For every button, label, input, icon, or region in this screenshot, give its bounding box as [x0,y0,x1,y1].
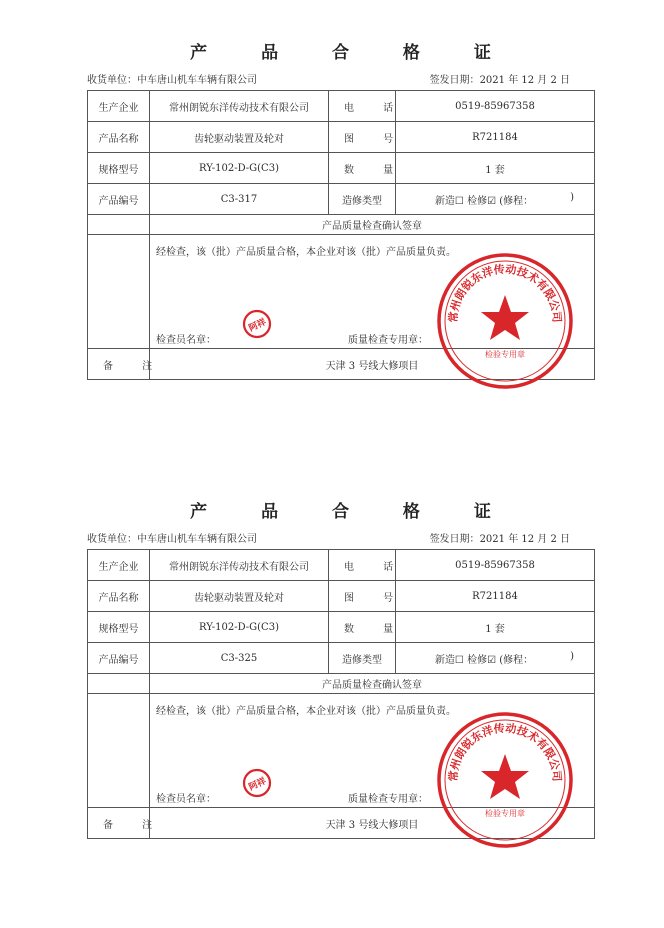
model-label: 规格型号 [88,153,150,184]
phone-label: 电 话 [329,91,396,122]
certificate-meta [87,71,594,85]
drawing-label: 图 号 [329,581,396,612]
issue-date-value: 2021 年 12 月 2 日 [479,534,570,545]
serial-value: C3-317 [150,184,329,215]
company-value: 常州朗锐东洋传动技术有限公司 [150,550,329,581]
table-row [88,612,595,643]
company-label: 生产企业 [88,550,150,581]
quantity-label: 数 量 [329,612,396,643]
issue-date-label: 签发日期： [429,75,480,86]
blank-cell [88,674,150,694]
seal-text: 阿祥 [247,317,269,335]
product-name-value: 齿轮驱动装置及轮对 [150,122,329,153]
model-value: RY-102-D-G(C3) [150,612,329,643]
seal-sub-text: 检验专用章 [485,350,525,359]
phone-value: 0519-85967358 [396,91,595,122]
qc-stamp-label: 质量检查专用章： [348,794,428,805]
quantity-value: 1 套 [396,612,595,643]
quantity-label: 数 量 [329,153,396,184]
receiver-label: 收货单位： [87,75,137,86]
table-row [88,674,595,694]
issue-date-value: 2021 年 12 月 2 日 [479,75,570,86]
certificate-meta [87,530,594,544]
inspector-stamp-label: 检查员名章： [156,335,216,346]
blank-cell [88,694,150,808]
receiver-value: 中车唐山机车车辆有限公司 [137,75,257,86]
qc-stamp-label: 质量检查专用章： [348,335,428,346]
company-value: 常州朗锐东洋传动技术有限公司 [150,91,329,122]
inspection-statement: 经检查，该（批）产品质量合格，本企业对该（批）产品质量负责。 [156,247,456,258]
company-seal-icon [435,710,575,850]
inspection-body [150,235,595,359]
drawing-value: R721184 [396,581,595,612]
table-row [88,153,595,184]
serial-label: 产品编号 [88,643,150,674]
inspection-body [150,694,595,818]
note-value: 天津 3 号线大修项目 [150,349,595,380]
repair-type-value [396,643,595,674]
certificate-table [87,90,595,380]
seal-text: 阿祥 [247,776,269,794]
serial-value: C3-325 [150,643,329,674]
table-row [88,215,595,235]
phone-label: 电 话 [329,550,396,581]
repair-type-options: 新造☐ 检修☑ (修程： [434,195,534,207]
inspection-statement: 经检查，该（批）产品质量合格，本企业对该（批）产品质量负责。 [156,706,456,717]
receiver [87,530,257,545]
seal-company-text: 常州朗锐东洋传动技术有限公司 [446,721,564,783]
note-value: 天津 3 号线大修项目 [150,808,595,839]
model-value: RY-102-D-G(C3) [150,153,329,184]
section-heading: 产品质量检查确认签章 [150,215,595,235]
drawing-value: R721184 [396,122,595,153]
note-label: 备 注 [88,808,150,839]
seal-company-text: 常州朗锐东洋传动技术有限公司 [446,262,564,324]
certificate-title: 产 品 合 格 证 [190,502,515,522]
product-name-value: 齿轮驱动装置及轮对 [150,581,329,612]
repair-type-value [396,184,595,215]
product-name-label: 产品名称 [88,122,150,153]
certificate-table [87,549,595,839]
receiver-label: 收货单位： [87,534,137,545]
model-label: 规格型号 [88,612,150,643]
certificate-title: 产 品 合 格 证 [190,43,515,63]
table-row [88,581,595,612]
inspector-seal-icon [242,768,272,798]
repair-type-close: ) [570,650,574,662]
repair-type-label: 造修类型 [329,184,396,215]
issue-date [430,71,570,86]
section-heading: 产品质量检查确认签章 [150,674,595,694]
product-name-label: 产品名称 [88,581,150,612]
company-seal-icon [435,251,575,391]
table-row [88,91,595,122]
table-row [88,184,595,215]
company-label: 生产企业 [88,91,150,122]
seal-sub-text: 检验专用章 [485,809,525,818]
blank-cell [88,215,150,235]
blank-cell [88,235,150,349]
repair-type-close: ) [570,191,574,203]
table-row [88,235,595,349]
table-row [88,643,595,674]
drawing-label: 图 号 [329,122,396,153]
note-label: 备 注 [88,349,150,380]
serial-label: 产品编号 [88,184,150,215]
table-row [88,694,595,808]
phone-value: 0519-85967358 [396,550,595,581]
receiver [87,71,257,86]
inspector-stamp-label: 检查员名章： [156,794,216,805]
quantity-value: 1 套 [396,153,595,184]
repair-type-options: 新造☐ 检修☑ (修程： [434,654,534,666]
table-row [88,550,595,581]
receiver-value: 中车唐山机车车辆有限公司 [137,534,257,545]
repair-type-label: 造修类型 [329,643,396,674]
inspector-seal-icon [242,309,272,339]
table-row [88,122,595,153]
issue-date-label: 签发日期： [429,534,480,545]
issue-date [430,530,570,545]
